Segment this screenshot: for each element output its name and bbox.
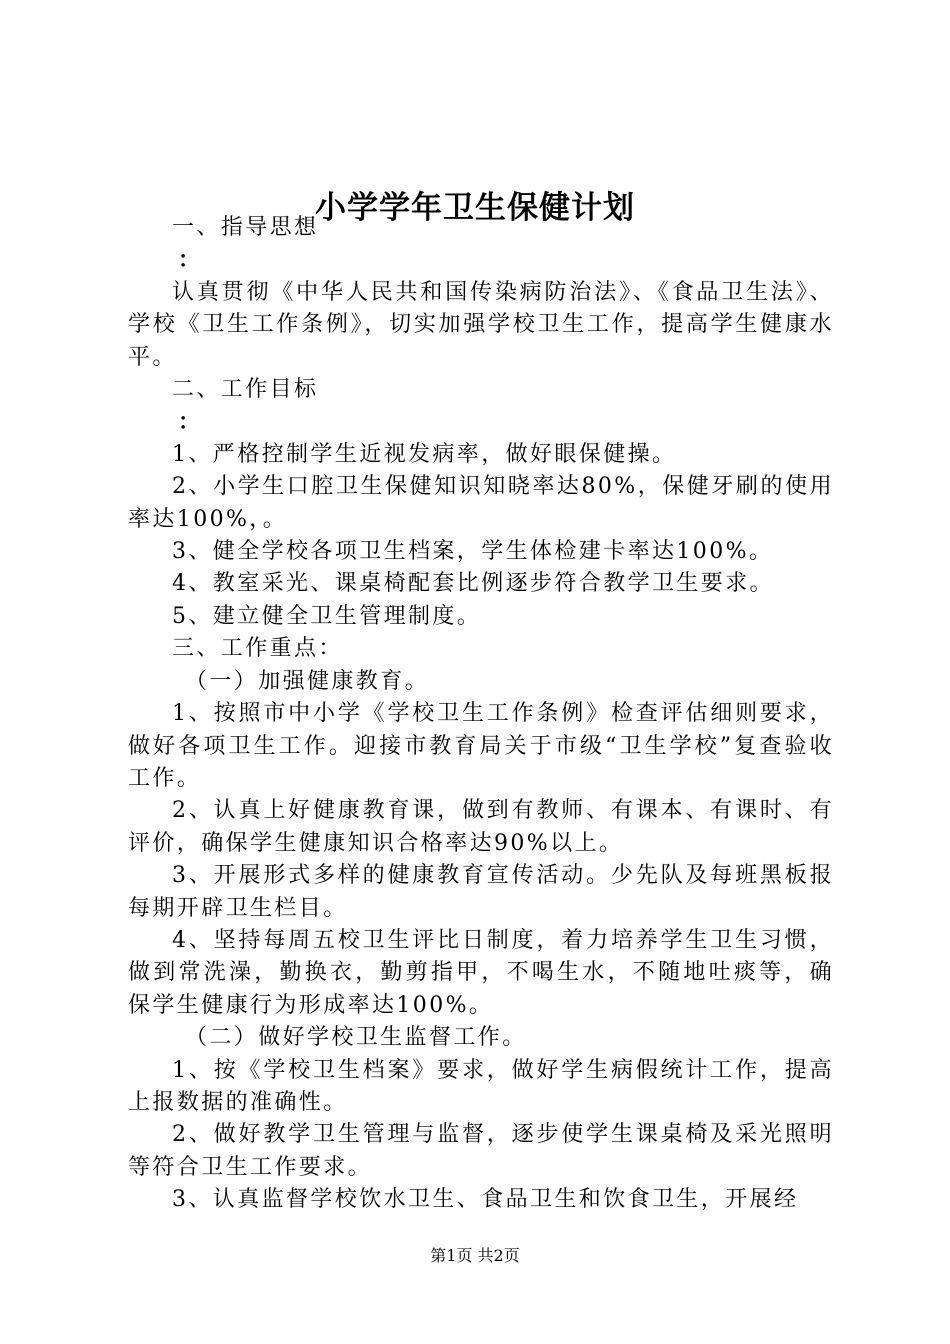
list-item: 4、坚持每周五校卫生评比日制度，着力培养学生卫生习惯，做到常洗澡，勤换衣，勤剪指甲，不喝生水，不随地吐痰等，确保学生健康行为形成率达100%。 (128, 927, 834, 1018)
list-item: 4、教室采光、课桌椅配套比例逐步符合教学卫生要求。 (172, 571, 774, 597)
document-body (128, 212, 834, 1217)
paragraph: 认真贯彻《中华人民共和国传染病防治法》、《食品卫生法》、学校《卫生工作条例》，切实加强学校卫生工作，提高学生健康水平。 (128, 279, 834, 370)
list-item: 1、按照市中小学《学校卫生工作条例》检查评估细则要求，做好各项卫生工作。迎接市教育局关于市级“卫生学校”复查验收工作。 (128, 701, 834, 791)
section-heading: 一、指导思想 (172, 215, 319, 240)
subsection-heading: （一）加强健康教育。 (185, 668, 430, 694)
section-heading: 二、工作目标 (172, 377, 319, 403)
list-item: 2、认真上好健康教育课，做到有教师、有课本、有课时、有评价，确保学生健康知识合格率达90%以上。 (128, 798, 834, 856)
list-item: 3、健全学校各项卫生档案，学生体检建卡率达100%。 (172, 539, 774, 565)
page-footer: 第1页 共2页 (430, 1246, 520, 1265)
list-item: 5、建立健全卫生管理制度。 (172, 603, 482, 629)
list-item: 3、认真监督学校饮水卫生、食品卫生和饮食卫生，开展经 (172, 1187, 799, 1213)
document-title: 小学学年卫生保健计划 (315, 190, 635, 226)
list-item: 1、按《学校卫生档案》要求，做好学生病假统计工作，提高上报数据的准确性。 (128, 1057, 834, 1115)
colon-line: ： (178, 247, 203, 274)
list-item: 2、小学生口腔卫生保健知识知晓率达80%，保健牙刷的使用率达100%，。 (128, 474, 834, 532)
list-item: 1、严格控制学生近视发病率，做好眼保健操。 (172, 441, 677, 467)
list-item: 2、做好教学卫生管理与监督，逐步使学生课桌椅及采光照明等符合卫生工作要求。 (128, 1122, 834, 1180)
section-heading: 三、工作重点： (172, 636, 343, 662)
list-item: 3、开展形式多样的健康教育宣传活动。少先队及每班黑板报每期开辟卫生栏目。 (128, 863, 834, 921)
subsection-heading: （二）做好学校卫生监督工作。 (185, 1025, 527, 1051)
colon-line: ： (178, 409, 203, 436)
